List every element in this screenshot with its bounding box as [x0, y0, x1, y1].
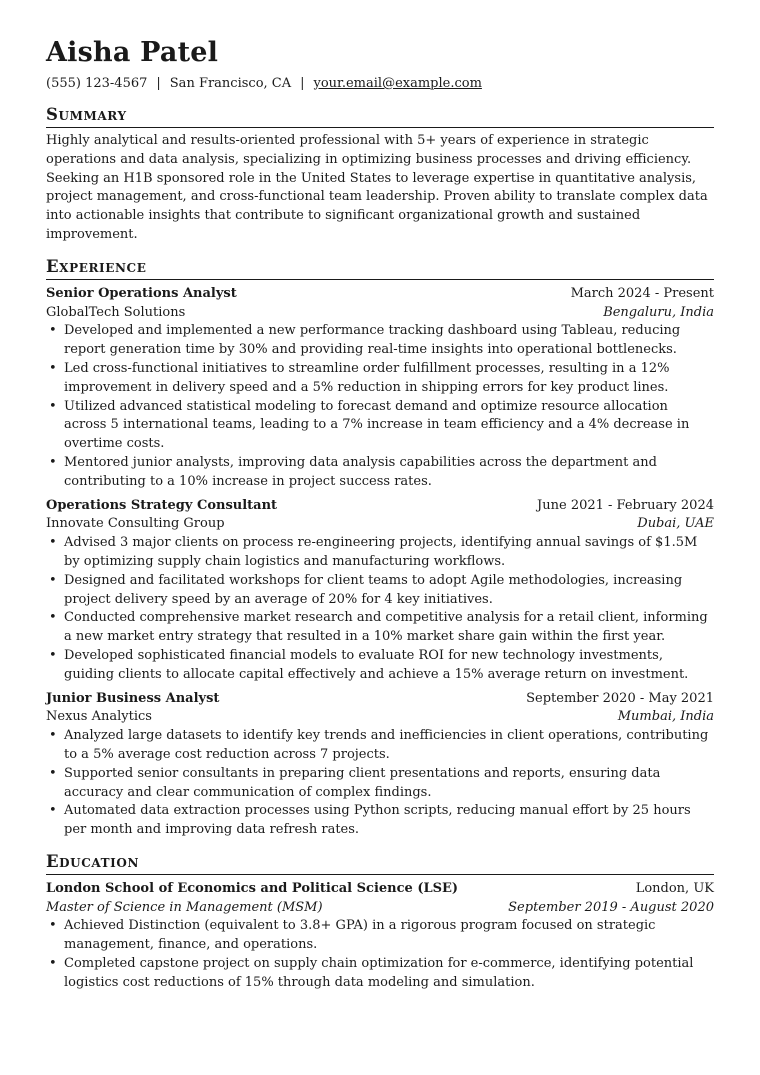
phone-number: (555) 123-4567: [46, 76, 148, 91]
education-bullets: [46, 917, 714, 992]
candidate-name: Aisha Patel: [46, 37, 219, 68]
degree-name: Master of Science in Management (MSM): [46, 899, 323, 915]
job-company: Innovate Consulting Group: [46, 516, 225, 532]
job-role: Operations Strategy Consultant: [46, 497, 278, 513]
list-item: [46, 398, 714, 454]
contact-separator: |: [300, 76, 305, 91]
school-name: London School of Economics and Political Science (LSE): [46, 880, 459, 896]
job-role: Senior Operations Analyst: [46, 285, 237, 301]
job-location: Dubai, UAE: [637, 516, 714, 532]
job-entry: [46, 690, 714, 840]
school-location: London, UK: [635, 880, 714, 896]
bullet-text: Led cross-functional initiatives to streamline order fulfillment processes, resulting in a 12% improvement in delivery speed and a 5% reduction in shipping errors for key product lines.: [64, 360, 670, 395]
list-item: [46, 360, 714, 398]
bullet-text: Developed and implemented a new performance tracking dashboard using Tableau, reducing report generation time by 30% and providing real-time insights into operational bottlenecks.: [64, 323, 681, 358]
list-item: [46, 802, 714, 840]
list-item: [46, 534, 714, 572]
experience-heading: Experience: [46, 257, 714, 280]
bullet-text: Automated data extraction processes using Python scripts, reducing manual effort by 25 hours per month and improving data refresh rates.: [64, 803, 691, 838]
contact-line: [46, 75, 714, 93]
job-location: Bengaluru, India: [603, 304, 714, 320]
bullet-text: Conducted comprehensive market research and competitive analysis for a retail client, informing a new market entry strategy that resulted in a 10% market share gain within the first year.: [64, 610, 708, 645]
bullet-icon: •: [49, 647, 57, 663]
job-dates: September 2020 - May 2021: [526, 690, 714, 706]
contact-separator: |: [156, 76, 161, 91]
bullet-text: Mentored junior analysts, improving data analysis capabilities across the department and contributing to a 10% increase in project success rates.: [64, 454, 657, 489]
job-bullets: [46, 322, 714, 491]
job-company: GlobalTech Solutions: [46, 304, 186, 320]
list-item: [46, 647, 714, 685]
email-link[interactable]: your.email@example.com: [313, 76, 482, 91]
list-item: [46, 955, 714, 993]
summary-text: Highly analytical and results-oriented professional with 5+ years of experience in strategic operations and data analysis, specializing in optimizing business processes and driving efficiency. Seeking an H1B sponsored role in the United States to leverage expertise in quantitative analysis, project management, and cross-functional team leadership. Proven ability to translate complex data into actionable insights that contribute to significant organizational growth and sustained improvement.: [46, 133, 708, 242]
location-text: San Francisco, CA: [169, 76, 292, 91]
list-item: [46, 765, 714, 803]
job-dates: March 2024 - Present: [570, 285, 714, 301]
bullet-icon: •: [49, 572, 57, 588]
job-entry: [46, 497, 714, 685]
job-location: Mumbai, India: [617, 709, 714, 725]
bullet-text: Developed sophisticated financial models to evaluate ROI for new technology investments, guiding clients to allocate capital effectively and achieve a 15% average return on investment.: [64, 647, 689, 682]
bullet-text: Designed and facilitated workshops for client teams to adopt Agile methodologies, increasing project delivery speed by an average of 20% for 4 key initiatives.: [64, 572, 683, 607]
education-entry: [46, 880, 714, 993]
bullet-icon: •: [49, 454, 57, 470]
list-item: [46, 609, 714, 647]
bullet-icon: •: [49, 918, 57, 934]
job-company: Nexus Analytics: [46, 709, 152, 725]
bullet-icon: •: [49, 728, 57, 744]
bullet-text: Completed capstone project on supply chain optimization for e-commerce, identifying potential logistics cost reductions of 15% through data modeling and simulation.: [64, 956, 694, 990]
bullet-text: Achieved Distinction (equivalent to 3.8+ GPA) in a rigorous program focused on strategic management, finance, and operations.: [64, 918, 656, 953]
list-item: [46, 454, 714, 492]
bullet-icon: •: [49, 956, 57, 972]
bullet-icon: •: [49, 803, 57, 819]
bullet-icon: •: [49, 360, 57, 376]
list-item: [46, 322, 714, 360]
bullet-icon: •: [49, 610, 57, 626]
bullet-icon: •: [49, 765, 57, 781]
summary-heading: Summary: [46, 105, 714, 128]
bullet-text: Analyzed large datasets to identify key trends and inefficiencies in client operations, contributing to a 5% average cost reduction across 7 projects.: [64, 728, 709, 762]
bullet-icon: •: [49, 398, 57, 414]
job-entry: [46, 285, 714, 492]
education-dates: September 2019 - August 2020: [508, 899, 714, 915]
bullet-text: Utilized advanced statistical modeling to forecast demand and optimize resource allocation across 5 international teams, leading to a 7% increase in team efficiency and a 4% decrease in overtime costs.: [64, 398, 690, 452]
job-bullets: [46, 534, 714, 684]
bullet-icon: •: [49, 323, 57, 339]
bullet-text: Supported senior consultants in preparing client presentations and reports, ensuring data accuracy and clear communication of complex findings.: [64, 765, 661, 800]
job-bullets: [46, 727, 714, 840]
bullet-icon: •: [49, 535, 57, 551]
education-heading: Education: [46, 852, 714, 875]
bullet-text: Advised 3 major clients on process re-engineering projects, identifying annual savings of $1.5M by optimizing supply chain logistics and manufacturing workflows.: [64, 535, 698, 569]
list-item: [46, 572, 714, 610]
list-item: [46, 727, 714, 765]
list-item: [46, 917, 714, 955]
job-dates: June 2021 - February 2024: [537, 497, 714, 513]
job-role: Junior Business Analyst: [46, 690, 220, 706]
